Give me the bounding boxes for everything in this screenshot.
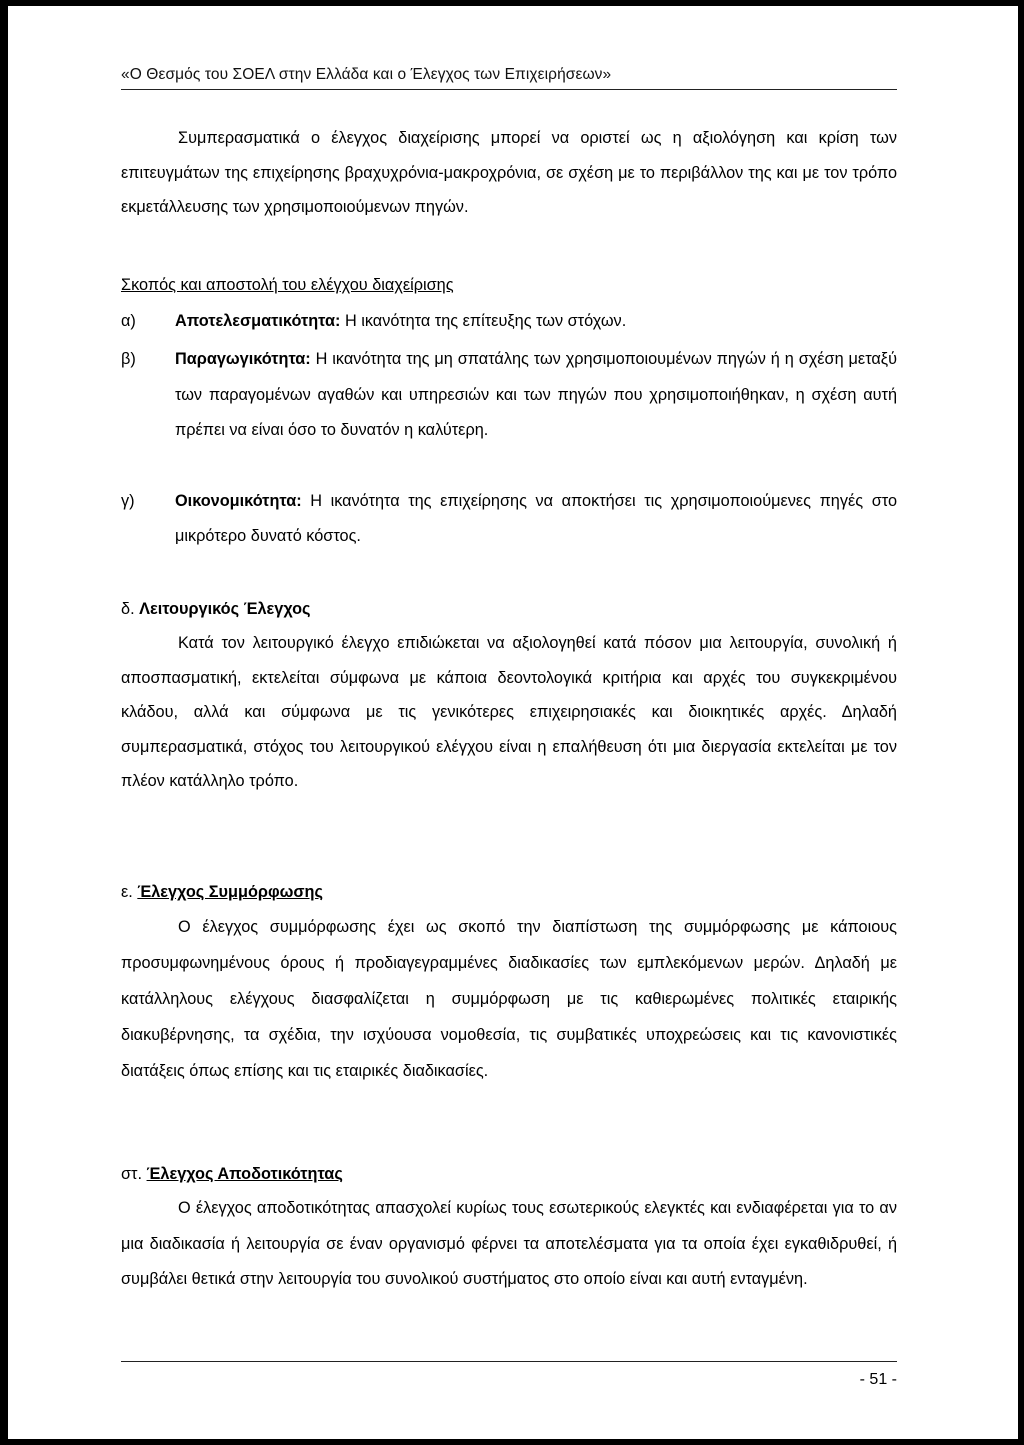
purpose-item-b-term: Παραγωγικότητα: [175, 350, 311, 368]
footer-rule [121, 1361, 897, 1362]
section-st-body: Ο έλεγχος αποδοτικότητας απασχολεί κυρίως τους εσωτερικούς ελεγκτές και ενδιαφέρεται για το αν μια διαδικασία ή λειτουργία σε έναν οργανισμό φέρνει τα αποτελέσματα για τα οποία έχει εγκαθιδρυθεί, ή συμβάλει θετικά στην λειτουργία του συνολικού συστήματος στο οποίο είναι και αυτή ενταγμένη. [121, 1199, 897, 1288]
section-e-label: ε. [121, 883, 133, 901]
purpose-item-a-label: α) [121, 312, 136, 330]
purpose-item-a-text: Η ικανότητα της επίτευξης των στόχων. [340, 312, 627, 330]
purpose-section-title: Σκοπός και αποστολή του ελέγχου διαχείρισης [121, 276, 454, 294]
purpose-item-c-body [175, 484, 897, 554]
section-e-title: Έλεγχος Συμμόρφωσης [137, 883, 323, 901]
purpose-item-b-label: β) [121, 350, 136, 368]
section-d-heading [121, 597, 311, 621]
purpose-item-c-term: Οικονομικότητα: [175, 492, 302, 510]
purpose-item-c-label: γ) [121, 492, 135, 510]
purpose-item-c-text: Η ικανότητα της επιχείρησης να αποκτήσει τις χρησιμοποιούμενες πηγές στο μικρότερο δυνατό κόστος. [175, 492, 897, 545]
purpose-item-a-body [175, 304, 897, 339]
section-d-label: δ. [121, 600, 135, 618]
running-header: «Ο Θεσμός του ΣΟΕΛ στην Ελλάδα και ο Έλεγχος των Επιχειρήσεων» [121, 66, 612, 83]
section-d-body: Κατά τον λειτουργικό έλεγχο επιδιώκεται να αξιολογηθεί κατά πόσον μια λειτουργία, συνολική ή αποσπασματική, εκτελείται σύμφωνα με κάποια δεοντολογικά κριτήρια και αρχές του συγκεκριμένου κλάδου, αλλά και σύμφωνα με τις γενικότερες επιχειρησιακές και διοικητικές αρχές. Δηλαδή συμπερασματικά, στόχος του λειτουργικού ελέγχου είναι η επαλήθευση ότι μια διεργασία εκτελείται με τον πλέον κατάλληλο τρόπο. [121, 634, 897, 790]
purpose-item-b-body [175, 342, 897, 449]
section-st-label: στ. [121, 1165, 143, 1183]
section-d-title: Λειτουργικός Έλεγχος [139, 600, 311, 618]
intro-paragraph: Συμπερασματικά ο έλεγχος διαχείρισης μπορεί να οριστεί ως η αξιολόγηση και κρίση των επιτευγμάτων της επιχείρησης βραχυχρόνια-μακροχρόνια, σε σχέση με το περιβάλλον της και με τον τρόπο εκμετάλλευσης των χρησιμοποιούμενων πηγών. [121, 129, 897, 216]
purpose-item-b-text: Η ικανότητα της μη σπατάλης των χρησιμοποιουμένων πηγών ή η σχέση μεταξύ των παραγομένων αγαθών και υπηρεσιών και των πηγών που χρησιμοποιήθηκαν, η σχέση αυτή πρέπει να είναι όσο το δυνατόν η καλύτερη. [175, 350, 897, 439]
section-st-title: Έλεγχος Αποδοτικότητας [146, 1165, 343, 1183]
section-e-body: Ο έλεγχος συμμόρφωσης έχει ως σκοπό την διαπίστωση της συμμόρφωσης με κάποιους προσυμφωνημένους όρους ή προδιαγεγραμμένες διαδικασίες των εμπλεκόμενων μερών. Δηλαδή με κατάλληλους ελέγχους διασφαλίζεται η συμμόρφωση με τις καθιερωμένες πολιτικές εταιρικής διακυβέρνησης, τα σχέδια, την ισχύουσα νομοθεσία, τις συμβατικές υποχρεώσεις και τις κανονιστικές διατάξεις όπως επίσης και τις εταιρικές διαδικασίες. [121, 918, 897, 1080]
document-page [8, 6, 1018, 1439]
header-rule [121, 89, 897, 90]
purpose-item-a-term: Αποτελεσματικότητα: [175, 312, 341, 330]
section-st-heading [121, 1162, 343, 1186]
section-e-heading [121, 880, 323, 904]
page-number: - 51 - [859, 1371, 897, 1388]
